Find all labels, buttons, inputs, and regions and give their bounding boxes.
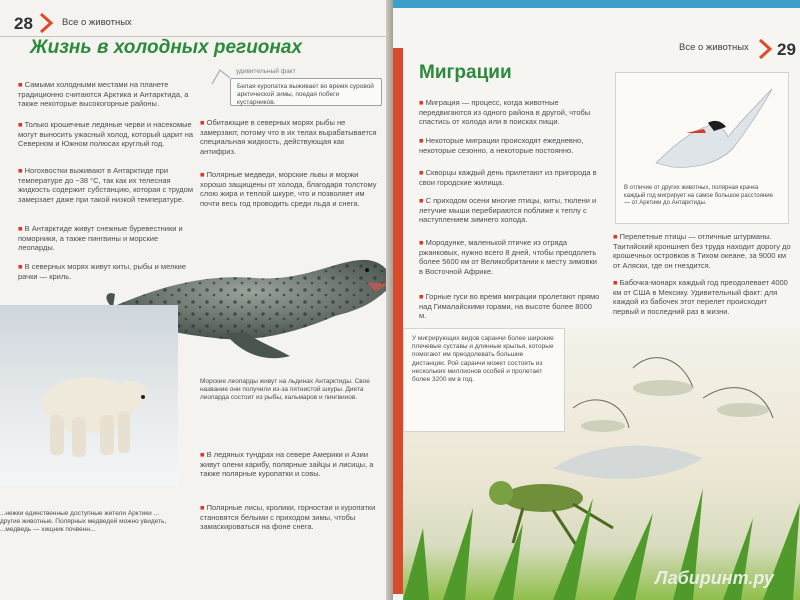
locust-caption: У мигрирующих видов саранчи более широкие плечевые суставы и длинные крылья, которые помогают им преодолевать большие дистанции. Рой саранчи может состоять из нескольких миллионов особей и пролетает более 3200 км в год. — [412, 335, 554, 384]
col2-bottom-para-2: ■ Полярные лисы, кролики, горностаи и куропатки становятся белыми с приходом зимы, чтобы замаскироваться на фоне снега. — [200, 503, 376, 532]
top-color-band — [393, 0, 800, 8]
page-title-right: Миграции — [419, 62, 512, 83]
page-number-right: 29 — [777, 40, 796, 59]
col2-bottom-para-1: ■ В ледяных тундрах на севере Америки и Азии живут олени карибу, полярные зайцы и лисицы, а также полярные куропатки и совы. — [200, 450, 374, 479]
chevron-right-icon — [38, 12, 54, 34]
col2-para-1: ■ Обитающие в северных морях рыбы не замерзают, потому что в их телах вырабатывается специальная жидкость, действующая как антифриз. — [200, 118, 377, 156]
migr-para-5: ■ Мородунке, маленькой птичке из отряда ржанковых, нужно всего 8 дней, чтобы преодолеть более 5600 км от Великобритании к месту зимовки в Восточной Африке. — [419, 238, 597, 276]
migr-para-2: ■ Некоторые миграции происходят ежедневно, некоторые сезонно, а некоторые постоянно. — [419, 136, 584, 155]
watermark: Лабиринт.ру — [655, 568, 774, 588]
right-page — [393, 0, 800, 600]
page-title-left: Жизнь в холодных регионах — [30, 37, 303, 58]
migr-para-3: ■ Скворцы каждый день прилетают из пригорода в свои городские жилища. — [419, 168, 597, 187]
col1-para-4: ■ В Антарктиде живут снежные буревестники и поморники, а также пингвины и морские леопарды. — [18, 224, 183, 253]
section-label-right: Все о животных — [679, 42, 749, 53]
migr-col2-para-1: ■ Перелетные птицы — отличные штурманы. Таитийский кроншнеп без труда находит дорогу до крошечных островков в Тихом океане, за 9000 км от Аляски, где он гнездится. — [613, 232, 791, 270]
tern-box — [615, 72, 789, 224]
arctic-tern-illustration — [616, 73, 788, 183]
tern-caption: В отличие от других животных, полярная крачка каждый год мигрирует на самое большое расстояние — от Арктики до Антарктиды. — [624, 185, 773, 207]
col2-para-2: ■ Полярные медведи, морские львы и моржи хорошо защищены от холода, благодаря толстому слою жира и теплой шкуре, что и позволяет им почти весь год проводить среди льда и снега. — [200, 170, 377, 208]
fact-label: удивительный факт — [236, 68, 296, 75]
fact-text: Белая куропатка выживает во время суровой арктической зимы, поедая побеги кустарников. — [237, 83, 374, 107]
left-page — [0, 0, 395, 600]
section-label-left: Все о животных — [62, 17, 132, 28]
migr-para-1: ■ Миграция — процесс, когда животные передвигаются из одного района в другой, чтобы спастись от холода или в поисках пищи. — [419, 98, 591, 127]
chevron-right-icon — [757, 38, 773, 60]
col1-para-3: ■ Ногохвостки выживают в Антарктиде при температуре до −38 °С, так как их телесная жидкость содержит субстанцию, которая с трудом замерзает даже при такой низкой температуре. — [18, 166, 194, 204]
col1-para-2: ■ Только крошечные ледяные черви и насекомые могут выносить ужасный холод, который царит на Северном и Южном полюсах круглый год. — [18, 120, 194, 149]
fact-box — [230, 78, 382, 106]
polar-bear-icon — [0, 305, 178, 485]
migr-para-6: ■ Горные гуси во время миграции пролетают прямо над Гималайскими горами, на высоте более 8000 м. — [419, 292, 600, 321]
bear-caption: ...нежки единственные доступные жители Арктики ... другие животные. Полярных медведей можно увидеть, ...медведь — хищник почвенн... — [0, 510, 167, 534]
locust-scene — [403, 328, 800, 600]
polar-bear-photo — [0, 305, 178, 485]
locust-caption-box — [403, 328, 565, 432]
col1-para-1: ■ Самыми холодными местами на планете традиционно считаются Арктика и Антарктида, а также некоторые высокогорные районы. — [18, 80, 189, 109]
pointer-icon — [210, 66, 232, 88]
left-accent-bar — [393, 48, 403, 594]
migr-col2-para-2: ■ Бабочка-монарх каждый год преодолевает 4000 км от США в Мексику. Удивительный факт: для каждой из бабочек этот перелет происходит первый и последний раз в жизни. — [613, 278, 788, 316]
col1-para-5: ■ В северных морях живут киты, рыбы и мелкие рачки — криль. — [18, 262, 187, 281]
page-number-left: 28 — [14, 14, 33, 33]
seal-caption: Морские леопарды живут на льдинах Антарктиды. Свое название они получили из-за пятнистой шкуры. Диета леопарда состоит из рыбы, кальмаров и пингвинов. — [200, 378, 370, 402]
migr-para-4: ■ С приходом осени многие птицы, киты, тюлени и летучие мыши перебираются поближе к теплу с наступлением зимнего холода. — [419, 196, 597, 225]
